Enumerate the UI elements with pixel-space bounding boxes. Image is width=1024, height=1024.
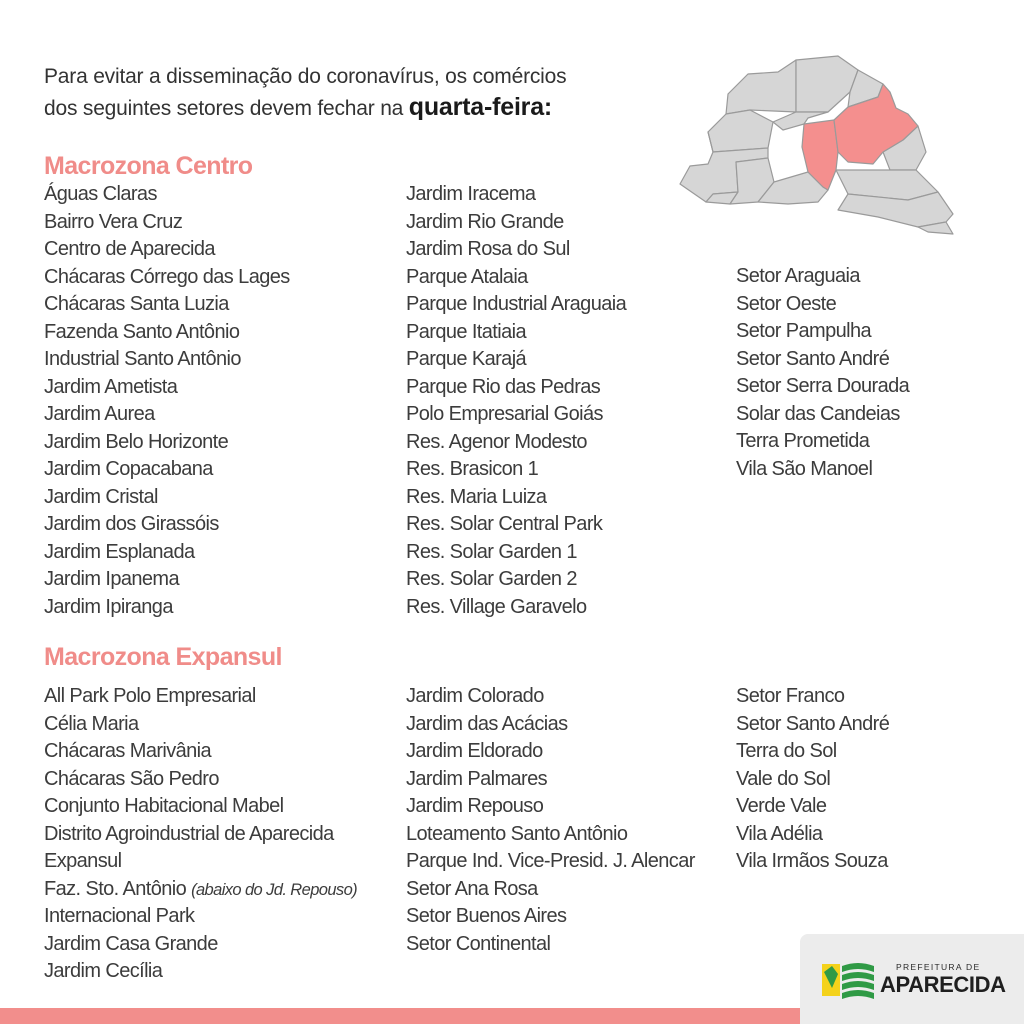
map-region-north-1 — [726, 60, 796, 114]
list-item: Vila Adélia — [736, 822, 823, 845]
headline-line-2 — [44, 92, 684, 124]
list-item: Parque Karajá — [406, 348, 527, 370]
centro-list-col-3 — [736, 263, 909, 483]
list-item: Setor Serra Dourada — [736, 375, 910, 397]
section-title-centro: Macrozona Centro — [44, 152, 253, 180]
list-item: Setor Oeste — [736, 292, 837, 315]
list-item: Expansul — [44, 850, 122, 872]
list-item: Polo Empresarial Goiás — [406, 403, 603, 425]
list-item: Jardim das Acácias — [406, 712, 568, 735]
list-item — [44, 876, 357, 904]
list-item: Bairro Vera Cruz — [44, 210, 183, 233]
expansul-list-col-2 — [406, 683, 695, 958]
list-item: Distrito Agroindustrial de Aparecida — [44, 822, 334, 845]
list-item: Vale do Sol — [736, 767, 831, 790]
list-item: Jardim Esplanada — [44, 540, 195, 563]
list-item: Jardim Ipanema — [44, 568, 179, 590]
list-item: Terra do Sol — [736, 740, 837, 762]
list-item: Chácaras São Pedro — [44, 767, 219, 790]
list-item: Res. Solar Garden 2 — [406, 568, 577, 590]
list-item: Internacional Park — [44, 905, 195, 927]
list-item: Jardim Iracema — [406, 183, 536, 205]
list-item: Jardim Ametista — [44, 375, 178, 398]
list-item: Res. Agenor Modesto — [406, 430, 587, 453]
prefeitura-logo — [800, 934, 1024, 1024]
list-item: Conjunto Habitacional Mabel — [44, 795, 284, 817]
logo-big-text: APARECIDA — [880, 972, 1006, 997]
centro-list-col-2 — [406, 181, 626, 621]
expansul-list-col-1 — [44, 683, 357, 986]
headline-emphasis: quarta-feira: — [408, 93, 553, 121]
list-item: Jardim Copacabana — [44, 458, 213, 480]
list-item: Vila São Manoel — [736, 457, 873, 480]
list-item: Jardim Colorado — [406, 685, 544, 707]
list-item: Jardim Eldorado — [406, 740, 543, 762]
list-item: Parque Itatiaia — [406, 320, 526, 343]
list-item: Vila Irmãos Souza — [736, 850, 888, 872]
list-item: Jardim Casa Grande — [44, 932, 218, 955]
list-item: Setor Pampulha — [736, 320, 872, 342]
list-item: Jardim Rio Grande — [406, 210, 564, 233]
footer-accent-bar — [0, 1008, 800, 1024]
logo-small-text: PREFEITURA DE — [896, 962, 981, 972]
list-item: Loteamento Santo Antônio — [406, 822, 628, 845]
list-item: Setor Araguaia — [736, 265, 860, 287]
list-item: All Park Polo Empresarial — [44, 685, 256, 707]
headline-prefix: dos seguintes setores devem fechar na — [44, 97, 409, 120]
list-item: Chácaras Córrego das Lages — [44, 265, 290, 288]
headline-line-1: Para evitar a disseminação do coronavírus, os comércios — [44, 65, 567, 88]
headline — [44, 62, 684, 124]
list-item: Setor Continental — [406, 932, 551, 955]
list-item: Jardim Palmares — [406, 767, 548, 790]
list-item: Jardim Belo Horizonte — [44, 430, 229, 453]
list-item: Setor Buenos Aires — [406, 905, 567, 927]
list-item: Res. Solar Central Park — [406, 513, 603, 535]
list-item: Parque Industrial Araguaia — [406, 293, 627, 315]
list-item-text: Faz. Sto. Antônio — [44, 877, 192, 900]
list-item: Chácaras Santa Luzia — [44, 293, 229, 315]
list-item: Setor Santo André — [736, 712, 890, 735]
list-item: Setor Santo André — [736, 347, 890, 370]
section-title-expansul: Macrozona Expansul — [44, 643, 282, 671]
list-item: Célia Maria — [44, 712, 139, 735]
list-item: Águas Claras — [44, 183, 157, 205]
list-item: Fazenda Santo Antônio — [44, 320, 240, 343]
list-item: Parque Atalaia — [406, 265, 528, 288]
aparecida-flag-icon — [822, 960, 874, 1000]
list-item: Parque Rio das Pedras — [406, 375, 601, 398]
list-item: Jardim Cristal — [44, 485, 158, 508]
list-item: Jardim Cecília — [44, 960, 163, 982]
list-item: Industrial Santo Antônio — [44, 348, 241, 370]
list-item: Centro de Aparecida — [44, 238, 215, 260]
list-item: Chácaras Marivânia — [44, 740, 212, 762]
list-item: Jardim Aurea — [44, 403, 155, 425]
expansul-list-col-3 — [736, 683, 889, 876]
list-item: Jardim Rosa do Sul — [406, 238, 570, 260]
list-item: Res. Brasicon 1 — [406, 458, 539, 480]
list-item: Res. Maria Luiza — [406, 485, 547, 508]
list-item: Verde Vale — [736, 795, 827, 817]
list-item: Jardim Repouso — [406, 795, 544, 817]
municipality-map — [678, 52, 960, 238]
list-item: Setor Ana Rosa — [406, 877, 538, 900]
list-item-note: (abaixo do Jd. Repouso) — [191, 880, 358, 899]
list-item: Terra Prometida — [736, 430, 870, 452]
list-item: Solar das Candeias — [736, 402, 900, 425]
list-item: Jardim Ipiranga — [44, 595, 173, 618]
centro-list-col-1 — [44, 181, 290, 621]
list-item: Setor Franco — [736, 685, 845, 707]
list-item: Res. Village Garavelo — [406, 595, 587, 618]
list-item: Parque Ind. Vice-Presid. J. Alencar — [406, 850, 695, 872]
list-item: Res. Solar Garden 1 — [406, 540, 577, 563]
map-region-west-1 — [708, 110, 773, 152]
list-item: Jardim dos Girassóis — [44, 513, 219, 535]
